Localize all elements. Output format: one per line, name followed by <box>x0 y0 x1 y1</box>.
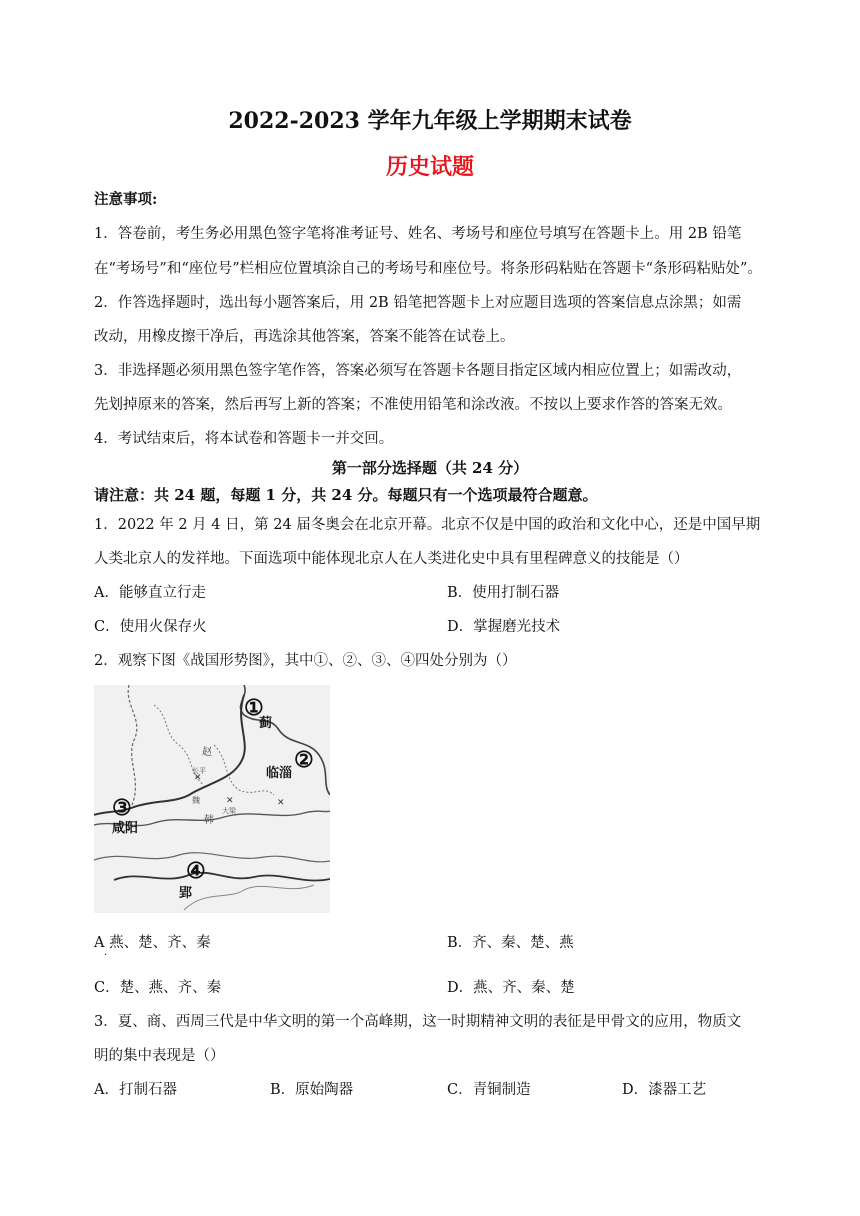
question-2-option-a: A 燕、楚、齐、秦 <box>94 935 211 951</box>
warring-states-map <box>94 685 330 913</box>
part-one-instruction: 请注意：共 24 题，每题 1 分，共 24 分。每题只有一个选项最符合题意。 <box>94 486 598 504</box>
question-3-option-a: A．打制石器 <box>94 1082 177 1098</box>
notice-line: 在“考场号”和“座位号”栏相应位置填涂自己的考场号和座位号。将条形码粘贴在答题卡“条形码粘贴处”。 <box>94 261 762 277</box>
part-one-heading: 第一部分选择题（共 24 分） <box>331 459 529 477</box>
map-label-changping: 长平 <box>192 767 206 775</box>
map-label-zhao: 赵 <box>202 747 212 758</box>
map-label-ying: 郢 <box>179 886 193 901</box>
map-marker-3: ③ <box>112 795 132 821</box>
exam-subject: 历史试题 <box>385 154 474 180</box>
notice-line: 改动，用橡皮擦干净后，再选涂其他答案，答案不能答在试卷上。 <box>94 329 515 345</box>
question-2-stem: 2．观察下图《战国形势图》，其中①、②、③、④四处分别为（） <box>94 653 517 669</box>
question-1-option-d: D．掌握磨光技术 <box>447 619 561 635</box>
question-1-option-a: A．能够直立行走 <box>94 585 206 601</box>
notice-line: 3．非选择题必须用黑色签字笔作答，答案必须写在答题卡各题目指定区域内相应位置上；如需改动， <box>94 363 742 379</box>
question-1-option-b: B．使用打制石器 <box>447 585 560 601</box>
question-2-option-b: B．齐、秦、楚、燕 <box>447 935 574 951</box>
map-label-wei: 魏 <box>192 796 200 805</box>
svg-text:✕: ✕ <box>194 773 202 783</box>
emphasis-dot: · <box>104 950 108 961</box>
question-1-stem: 1．2022 年 2 月 4 日，第 24 届冬奥会在北京开幕。北京不仅是中国的政治和文化中心，还是中国早期 <box>94 517 761 533</box>
question-1-option-c: C．使用火保存火 <box>94 619 207 635</box>
notice-line: 1．答卷前，考生务必用黑色签字笔将准考证号、姓名、考场号和座位号填写在答题卡上。用 2B 铅笔 <box>94 226 742 242</box>
map-marker-2: ② <box>294 747 314 773</box>
question-2-option-c: C．楚、燕、齐、秦 <box>94 980 222 996</box>
svg-text:✕: ✕ <box>277 798 285 808</box>
map-marker-4: ④ <box>186 858 206 884</box>
question-1-stem: 人类北京人的发祥地。下面选项中能体现北京人在人类进化史中具有里程碑意义的技能是（） <box>94 551 689 567</box>
exam-title: 2022-2023 学年九年级上学期期末试卷 <box>228 108 632 134</box>
map-label-ji: 蓟 <box>259 716 273 731</box>
map-label-daliang: 大梁 <box>222 807 236 815</box>
map-label-xianyang: 咸阳 <box>112 821 139 836</box>
map-marker-1: ① <box>244 695 264 721</box>
question-2-option-d: D．燕、齐、秦、楚 <box>447 980 575 996</box>
question-3-option-c: C．青铜制造 <box>447 1082 531 1098</box>
question-3-stem: 明的集中表现是（） <box>94 1048 225 1064</box>
map-drawing <box>94 685 330 913</box>
question-3-stem: 3．夏、商、西周三代是中华文明的第一个高峰期，这一时期精神文明的表征是甲骨文的应用，物质文 <box>94 1014 742 1030</box>
notice-line: 4．考试结束后，将本试卷和答题卡一并交回。 <box>94 431 394 447</box>
question-3-option-d: D．漆器工艺 <box>622 1082 707 1098</box>
notice-line: 先划掉原来的答案，然后再写上新的答案；不准使用铅笔和涂改液。不按以上要求作答的答案无效。 <box>94 397 732 413</box>
map-label-linzi: 临淄 <box>266 766 293 781</box>
svg-text:✕: ✕ <box>226 796 234 806</box>
notice-line: 2．作答选择题时，选出每小题答案后，用 2B 铅笔把答题卡上对应题目选项的答案信息点涂黑；如需 <box>94 295 742 311</box>
question-3-option-b: B．原始陶器 <box>270 1082 354 1098</box>
notice-heading: 注意事项: <box>94 191 158 208</box>
map-label-han: 韩 <box>204 815 214 826</box>
